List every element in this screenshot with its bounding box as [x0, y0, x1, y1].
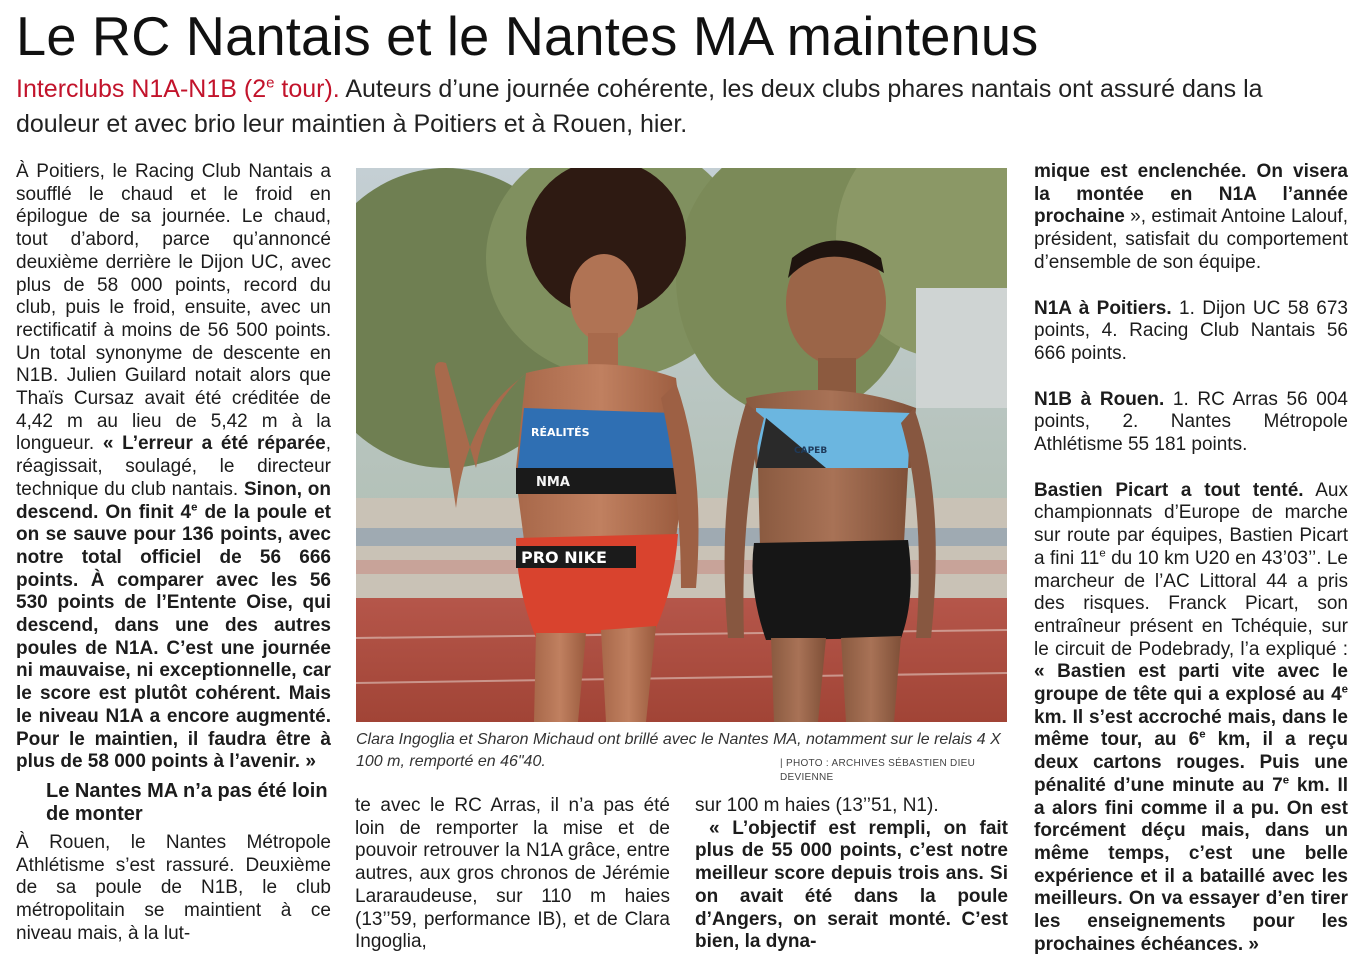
paragraph-quote-end: mique est enclenchée. On visera la montée en N1A l’année prochaine », estimait Antoine Lalouf, président, satisfait du comportement d’ensemble de son équipe. — [1034, 161, 1348, 273]
column-3 — [695, 795, 1008, 954]
svg-text:NMA: NMA — [536, 475, 570, 490]
article-photo — [356, 168, 1007, 722]
paragraph-haies: sur 100 m haies (13’’51, N1). — [695, 795, 939, 816]
result-n1b: N1B à Rouen. 1. RC Arras 56 004 points, 2. Nantes Métropole Athlétisme 55 181 points. — [1034, 388, 1348, 456]
subheading: Le Nantes MA n’a pas été loin de monter — [46, 779, 328, 825]
photo-caption: Clara Ingoglia et Sharon Michaud ont brillé avec le Nantes MA, notamment sur le relais 4 X 100 m, remporté en 46"40. — [356, 731, 1001, 770]
column-2 — [355, 795, 670, 954]
paragraph-poitiers: À Poitiers, le Racing Club Nantais a soufflé le chaud et le froid en épilogue de sa journée. Le chaud, tout d’abord, parce qu’annoncé deuxième derrière le Dijon UC, avec plus de 58 000 points, record du club, puis le froid, ensuite, avec un rectificatif à moins de 56 500 points. Un total synonyme de descente en N1B. Julien Guilard notait alors que Thaïs Cursaz avait été créditée de 4,42 m au lieu de 5,42 m à la longueur. « L’erreur a été réparée, réagissait, soulagé, le directeur technique du club nantais. Sinon, on descend. On finit 4e de la poule et on se sauve pour 136 points, avec notre total officiel de 56 666 points. À comparer avec les 56 530 points de l’Entente Oise, qui descend, dans une des autres poules de N1A. C’est une journée ni mauvaise, ni exceptionnelle, car le score est plutôt cohérent. Mais le niveau N1A a encore augmenté. Pour le maintien, il faudra être à plus de 58 000 points à l’avenir. » — [16, 161, 331, 773]
svg-text:PRO NIKE: PRO NIKE — [521, 548, 607, 567]
column-1 — [16, 161, 331, 946]
headline: Le RC Nantais et le Nantes MA maintenus — [16, 5, 1039, 67]
paragraph-quote: « L’objectif est rempli, on fait plus de 55 000 points, c’est notre meilleur score depuis trois ans. Si on avait été dans la poule d’Angers, on serait monté. C’est bien, la dyna- — [695, 817, 1008, 953]
standfirst-text: Auteurs d’une journée cohérente, les deux clubs phares nantais ont assuré dans la douleur et avec brio leur maintien à Poitiers et à Rouen, hier. — [16, 75, 1263, 138]
paragraph-rouen: À Rouen, le Nantes Métropole Athlétisme s’est rassuré. Deuxième de sa poule de N1B, le club métropolitain se maintient à ce niveau mais, à la lut- — [16, 831, 331, 944]
standfirst — [16, 72, 1346, 142]
paragraph-continuation: te avec le RC Arras, il n’a pas été loin de remporter la mise et de pouvoir retrouver la N1A grâce, entre autres, aux gros chronos de Jérémie Lararaudeuse, sur 110 m haies (13’’59, performance IB), et de Clara Ingoglia, — [355, 795, 670, 953]
svg-text:CAPEB: CAPEB — [794, 446, 828, 456]
result-n1a: N1A à Poitiers. 1. Dijon UC 58 673 points, 4. Racing Club Nantais 56 666 points. — [1034, 297, 1348, 364]
column-4 — [1034, 161, 1348, 957]
photo-credit: | PHOTO : ARCHIVES SÉBASTIEN DIEU DEVIENNE — [780, 758, 976, 783]
kicker: Interclubs N1A-N1B (2e tour). — [16, 74, 340, 103]
svg-text:RÉALITÉS: RÉALITÉS — [531, 426, 590, 439]
paragraph-bastien-picart: Bastien Picart a tout tenté. Aux championnats d’Europe de marche sur route par équipes, Bastien Picart a fini 11e du 10 km U20 en 43’03’’. Le marcheur de l’AC Littoral 44 a pris des risques. Franck Picart, son entraîneur présent en Tchéquie, sur le circuit de Podebrady, l’a expliqué : « Bastien est parti vite avec le groupe de tête qui a explosé au 4e km. Il s’est accroché mais, dans le même tour, au 6e km, il a reçu deux cartons rouges. Puis une pénalité d’une minute au 7e km. Il a alors fini comme il a pu. On est forcément déçu mais, dans un même temps, c’est une belle expérience et il a bataillé avec les meilleurs. On va essayer d’en tirer les enseignements pour les prochaines échéances. » — [1034, 479, 1348, 955]
